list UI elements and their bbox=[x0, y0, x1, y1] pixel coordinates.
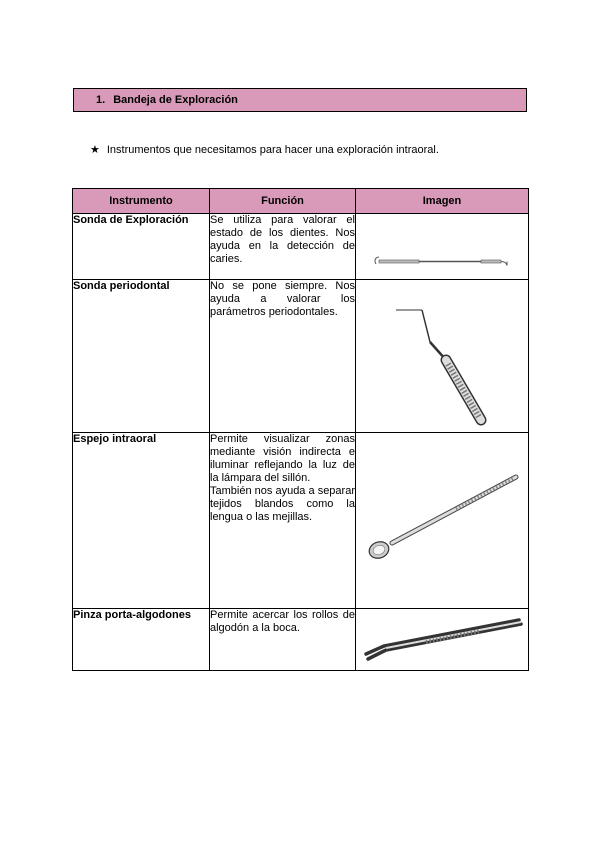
instrument-function: Se utiliza para valorar el estado de los dientes. Nos ayuda en la detección de caries. bbox=[210, 214, 356, 280]
star-icon: ★ bbox=[90, 144, 100, 156]
cotton-pliers-icon bbox=[356, 609, 529, 671]
function-text: Permite visualizar zonas mediante visión indirecta e iluminar reflejando la luz de la lámpara del sillón. bbox=[210, 433, 355, 484]
exploration-probe-icon bbox=[356, 214, 529, 280]
instrument-name: Sonda periodontal bbox=[73, 280, 210, 433]
header-instrument: Instrumento bbox=[73, 189, 210, 214]
instruments-table bbox=[72, 188, 529, 671]
table-header-row bbox=[73, 189, 529, 214]
header-image: Imagen bbox=[356, 189, 529, 214]
intro-bullet bbox=[90, 143, 439, 157]
function-text-extra: También nos ayuda a separar tejidos blandos como la lengua o las mejillas. bbox=[210, 485, 355, 523]
instrument-name: Pinza porta-algodones bbox=[73, 609, 210, 671]
instrument-function: No se pone siempre. Nos ayuda a valorar los parámetros periodontales. bbox=[210, 280, 356, 433]
table-row bbox=[73, 609, 529, 671]
header-function: Función bbox=[210, 189, 356, 214]
instrument-name: Espejo intraoral bbox=[73, 433, 210, 609]
instrument-image-cell bbox=[356, 280, 529, 433]
table-row bbox=[73, 433, 529, 609]
instrument-function: Permite acercar los rollos de algodón a la boca. bbox=[210, 609, 356, 671]
section-heading bbox=[73, 88, 527, 112]
periodontal-probe-icon bbox=[356, 280, 529, 433]
section-title: Bandeja de Exploración bbox=[113, 94, 238, 106]
instrument-image-cell bbox=[356, 433, 529, 609]
table-row bbox=[73, 280, 529, 433]
dental-mirror-icon bbox=[356, 433, 529, 609]
instrument-image-cell bbox=[356, 214, 529, 280]
instrument-function bbox=[210, 433, 356, 609]
instrument-name: Sonda de Exploración bbox=[73, 214, 210, 280]
instrument-image-cell bbox=[356, 609, 529, 671]
intro-text: Instrumentos que necesitamos para hacer una exploración intraoral. bbox=[106, 144, 439, 156]
table-row bbox=[73, 214, 529, 280]
section-number: 1. bbox=[96, 94, 106, 106]
